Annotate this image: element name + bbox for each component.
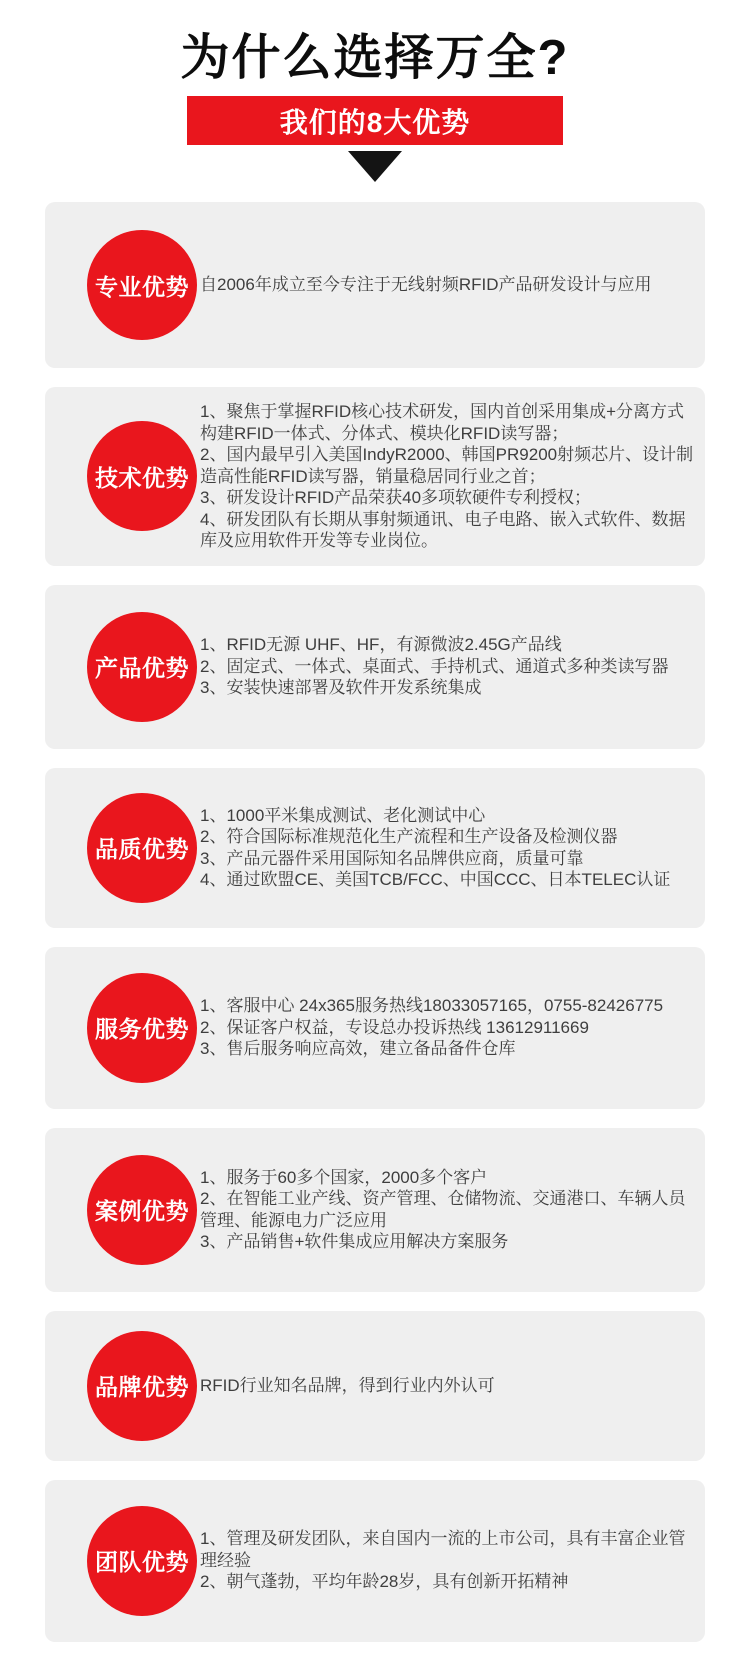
advantage-text-line: 2、朝气蓬勃，平均年龄28岁，具有创新开拓精神 <box>200 1572 569 1592</box>
advantage-text-line: 2、保证客户权益，专设总办投诉热线 13612911669 <box>200 1017 589 1037</box>
advantage-card-6 <box>45 1128 705 1292</box>
advantage-card-1 <box>45 202 705 368</box>
advantage-description <box>200 620 705 713</box>
advantage-text-line: 3、安装快速部署及软件开发系统集成 <box>200 678 482 698</box>
advantage-text-line: 3、研发设计RFID产品荣获40多项软硬件专利授权； <box>200 488 592 507</box>
advantage-description <box>200 791 705 905</box>
advantage-text-line: RFID行业知名品牌，得到行业内外认可 <box>200 1375 495 1395</box>
advantage-label: 案例优势 <box>95 1198 189 1224</box>
arrow-down-icon <box>348 151 402 182</box>
advantage-badge <box>87 421 197 531</box>
advantage-text-line: 1、管理及研发团队，来自国内一流的上市公司，具有丰富企业管理经验 <box>200 1529 686 1570</box>
advantage-text-line: 3、售后服务响应高效，建立备品备件仓库 <box>200 1039 516 1059</box>
advantage-card-3 <box>45 585 705 749</box>
advantage-text-line: 1、1000平米集成测试、老化测试中心 <box>200 805 486 825</box>
advantage-text-line: 2、符合国际标准规范化生产流程和生产设备及检测仪器 <box>200 827 618 846</box>
advantage-description <box>200 1153 705 1267</box>
advantage-description <box>200 981 705 1074</box>
advantage-badge <box>87 1155 197 1265</box>
advantage-description <box>200 387 705 566</box>
advantage-text-line: 2、在智能工业产线、资产管理、仓储物流、交通港口、车辆人员管理、能源电力广泛应用 <box>200 1189 686 1230</box>
advantage-text-line: 2、国内最早引入美国IndyR2000、韩国PR9200射频芯片、设计制造高性能RFID读写器，销量稳居同行业之首； <box>200 445 694 486</box>
banner-label: 我们的8大优势 <box>279 106 471 138</box>
advantage-label: 技术优势 <box>95 464 189 491</box>
advantage-label: 服务优势 <box>95 1016 189 1042</box>
advantage-text-line: 4、通过欧盟CE、美国TCB/FCC、中国CCC、日本TELEC认证 <box>200 870 671 889</box>
advantage-text-line: 1、RFID无源 UHF、HF，有源微波2.45G产品线 <box>200 635 562 655</box>
advantage-text-line: 1、服务于60多个国家，2000多个客户 <box>200 1167 488 1187</box>
advantage-card-4 <box>45 768 705 928</box>
advantages-list <box>45 202 705 1642</box>
advantage-card-8 <box>45 1480 705 1642</box>
advantage-text-line: 4、研发团队有长期从事射频通讯、电子电路、嵌入式软件、数据库及应用软件开发等专业岗位。 <box>200 509 686 550</box>
advantage-text-line: 自2006年成立至今专注于无线射频RFID产品研发设计与应用 <box>200 275 652 295</box>
advantage-text-line: 1、聚焦于掌握RFID核心技术研发，国内首创采用集成+分离方式构建RFID一体式、分体式、模块化RFID读写器； <box>200 402 685 443</box>
advantage-text-line: 1、客服中心 24x365服务热线18033057165，0755-82426775 <box>200 996 664 1016</box>
advantage-label: 专业优势 <box>95 273 189 300</box>
advantage-badge <box>87 612 197 722</box>
advantage-description <box>200 260 705 310</box>
advantage-card-7 <box>45 1311 705 1461</box>
advantage-label: 团队优势 <box>95 1549 189 1575</box>
advantage-badge <box>87 1331 197 1441</box>
advantage-text-line: 3、产品元器件采用国际知名品牌供应商，质量可靠 <box>200 848 584 868</box>
advantage-badge <box>87 973 197 1083</box>
advantage-label: 产品优势 <box>95 655 189 681</box>
advantage-description <box>200 1514 705 1607</box>
advantage-card-5 <box>45 947 705 1109</box>
advantage-text-line: 3、产品销售+软件集成应用解决方案服务 <box>200 1232 509 1251</box>
advantage-badge <box>87 793 197 903</box>
page-title: 为什么选择万全? <box>180 31 570 85</box>
advantage-label: 品牌优势 <box>95 1374 189 1400</box>
advantages-banner <box>187 96 563 145</box>
advantage-label: 品质优势 <box>95 836 189 862</box>
advantage-badge <box>87 230 197 340</box>
advantage-card-2 <box>45 387 705 566</box>
advantage-description <box>200 1361 705 1411</box>
advantage-text-line: 2、固定式、一体式、桌面式、手持机式、通道式多种类读写器 <box>200 656 669 676</box>
advantage-badge <box>87 1506 197 1616</box>
